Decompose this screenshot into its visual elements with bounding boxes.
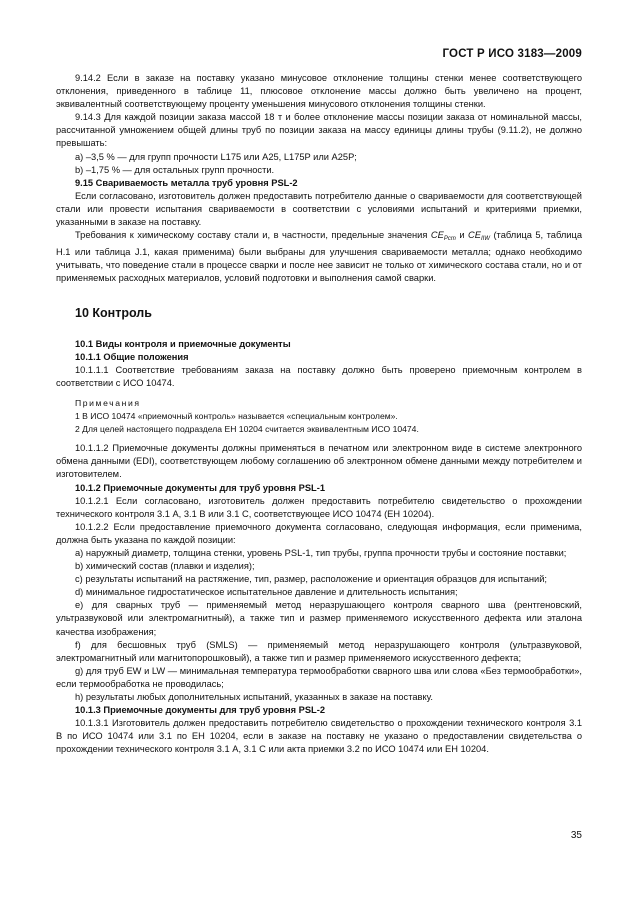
document-body [56, 72, 582, 757]
list-item-b: b) химический состав (плавки и изделия); [75, 561, 255, 572]
section-heading-10-1-1: 10.1.1 Общие положения [75, 351, 189, 362]
chemical-composition-paragraph [56, 229, 582, 285]
section-heading-9-15: 9.15 Свариваемость металла труб уровня PSL-2 [75, 177, 298, 188]
note-1: 1 В ИСО 10474 «приемочный контроль» называется «специальным контролем». [75, 411, 398, 422]
list-item-g: g) для труб EW и LW — минимальная температура термообработки сварного шва или слова «Без термообработки», если термообработка не проводилась; [56, 665, 582, 689]
section-heading-10: 10 Контроль [75, 305, 152, 320]
clause-10-1-3-1: 10.1.3.1 Изготовитель должен предоставить потребителю свидетельство о прохождении технического контроля 3.1 B по ИСО 10474 или 3.1 по ЕН 10204, если в заказе на поставку не указано о предоставлении свидетельства о прохождении технического контроля 3.1 A, 3.1 C или акта приемки 3.2 по ИСО 10474 или ЕН 10204. [56, 718, 582, 755]
page-number: 35 [570, 830, 582, 841]
text-run: (таблица 5, таблица H.1 или таблица J.1, какая применима) были выбраны для улучшения свариваемости металла; однако необходимо учитывать, что поведение стали в процессе сварки и после нее зависит не только от химического состава стали, но и от применяемых расходных материалов, условий подготовки и выполнения самой сварки. [56, 230, 582, 284]
document-code-header: ГОСТ Р ИСО 3183—2009 [442, 48, 582, 60]
list-item-h: h) результаты любых дополнительных испытаний, указанных в заказе на поставку. [75, 692, 433, 703]
ce-pcm-symbol: $CE_{Pcm}$ [430, 230, 456, 243]
list-item-d: d) минимальное гидростатическое испытательное давление и длительность испытания; [75, 587, 458, 598]
clause-9-14-2: 9.14.2 Если в заказе на поставку указано минусовое отклонение толщины стенки менее соответствующего отклонения, приведенного в таблице 11, плюсовое отклонение массы должно быть увеличено на процент, эквивалентный соответствующему проценту уменьшения минусового отклонения толщины стенки. [56, 73, 582, 110]
section-heading-10-1-3: 10.1.3 Приемочные документы для труб уровня PSL-2 [75, 705, 325, 716]
weldability-paragraph: Если согласовано, изготовитель должен предоставить потребителю данные о свариваемости для соответствующей стали или провести испытания свариваемости в соответствии с условиями испытаний и критериями приемки, указанными в заказе на поставку. [56, 190, 582, 228]
clause-10-1-2-2: 10.1.2.2 Если предоставление приемочного документа согласовано, следующая информация, если применима, должна быть указана по каждой позиции: [56, 521, 582, 545]
text-run: Требования к химическому составу стали и, в частности, предельные значения [75, 230, 431, 241]
clause-10-1-1-2: 10.1.1.2 Приемочные документы должны применяться в печатном или электронном виде в системе электронного обмена данными (EDI), соответствующем любому соглашению об электронном обмене данными между потребителем и изготовителем. [56, 443, 582, 480]
list-item-c: c) результаты испытаний на растяжение, тип, размер, расположение и ориентация образцов для испытаний; [75, 574, 547, 585]
list-item-f: f) для бесшовных труб (SMLS) — применяемый метод неразрушающего контроля (ультразвуковой, электромагнитный или магнитопорошковый), а также тип и размер применяемого искусственного дефекта; [56, 639, 582, 663]
text-run: и [455, 230, 469, 241]
ce-iiw-symbol: $CE_{IIW}$ [468, 230, 490, 243]
clause-9-14-3: 9.14.3 Для каждой позиции заказа массой 18 т и более отклонение массы позиции заказа от номинальной массы, рассчитанной умножением общей длины труб по позиции заказа на массу единицы длины трубы (9.11.2), не должно превышать: [56, 112, 582, 149]
section-heading-10-1: 10.1 Виды контроля и приемочные документы [75, 338, 291, 349]
clause-10-1-1-1: 10.1.1.1 Соответствие требованиям заказа на поставку должно быть проверено приемочным контролем в соответствии с ИСО 10474. [56, 364, 582, 388]
section-heading-10-1-2: 10.1.2 Приемочные документы для труб уровня PSL-1 [75, 482, 325, 493]
list-item-a: а) –3,5 % — для групп прочности L175 или A25, L175P или A25P; [75, 151, 357, 162]
notes-heading: Примечания [75, 397, 141, 408]
clause-10-1-2-1: 10.1.2.1 Если согласовано, изготовитель должен предоставить потребителю свидетельство о прохождении технического контроля 3.1 A, 3.1 B или 3.1 C, соответствующее ИСО 10474 (ЕН 10204). [56, 495, 582, 519]
note-2: 2 Для целей настоящего подраздела ЕН 10204 считается эквивалентным ИСО 10474. [75, 424, 419, 435]
list-item-b: b) –1,75 % — для остальных групп прочности. [75, 164, 275, 175]
list-item-e: e) для сварных труб — применяемый метод неразрушающего контроля сварного шва (рентгеновский, ультразвуковой или электромагнитный), а также тип и размер применяемого искусственного дефекта или эталона качества изображения; [56, 600, 582, 637]
list-item-a: а) наружный диаметр, толщина стенки, уровень PSL-1, тип трубы, группа прочности трубы и состояние поставки; [75, 548, 567, 558]
